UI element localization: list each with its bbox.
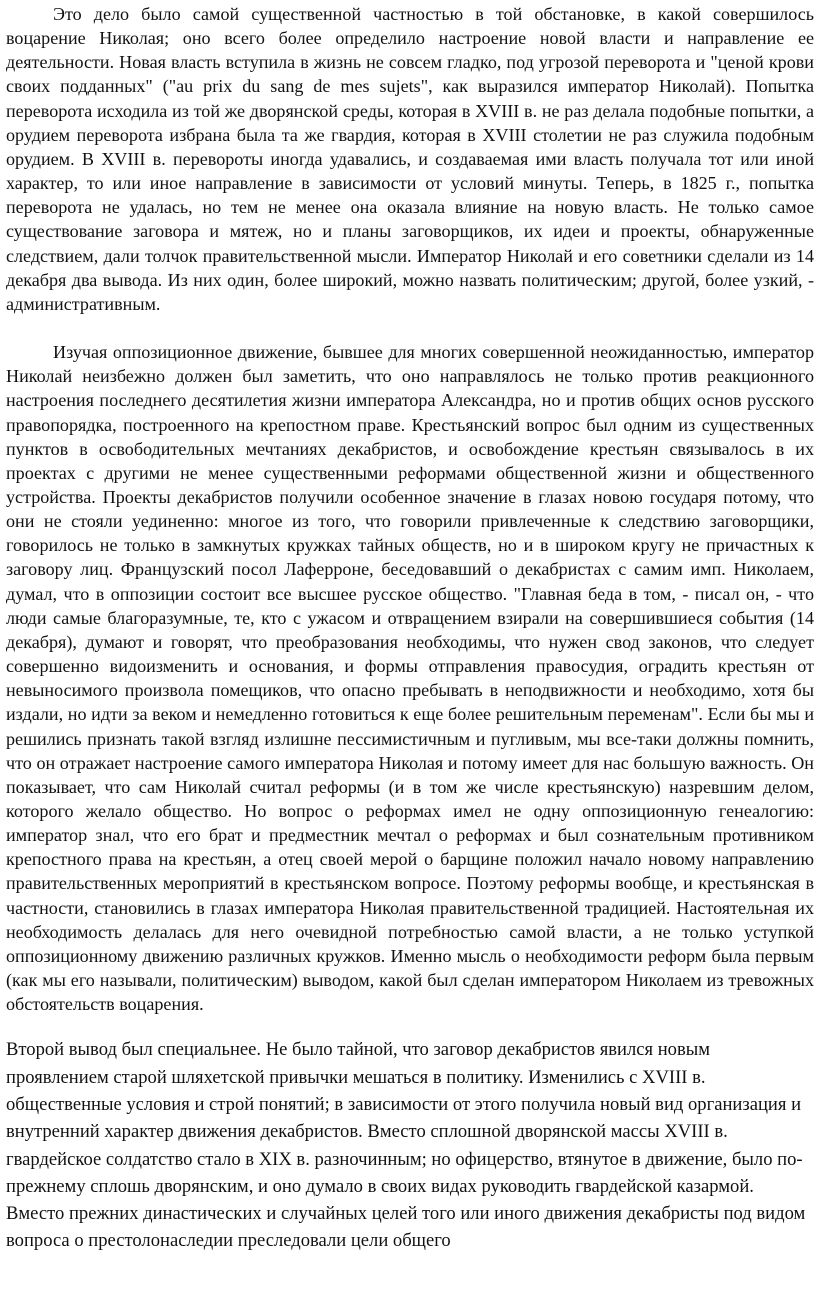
paragraph-3: Второй вывод был специальнее. Не было тайной, что заговор декабристов явился новым проявлением старой шляхетской привычки мешаться в политику. Изменились с XVIII в. общественные условия и строй понятий; в зависимости от этого получила новый вид организация и внутренний характер движения декабристов. Вместо сплошной дворянской массы XVIII в. гвардейское солдатство стало в XIX в. разночинным; но офицерство, втянутое в движение, было по-прежнему сплошь дворянским, и оно думало в своих видах руководить гвардейской казармой. Вместо прежних династических и случайных целей того или иного движения декабристы под видом вопроса о престолонаследии преследовали цели общего — [6, 1039, 806, 1252]
paragraph-1: Это дело было самой существенной частностью в той обстановке, в какой совершилось воцарение Николая; оно всего более определило настроение новой власти и направление ее деятельности. Новая власть вступила в жизнь не совсем гладко, под угрозой переворота и "ценой крови своих подданных" ("au prix du sang de mes sujets", как выразился император Николай). Попытка переворота исходила из той же дворянской среды, которая в XVIII в. не раз делала подобные попытки, а орудием переворота избрана была та же гвардия, которая в XVIII столетии не раз служила подобным орудием. В XVIII в. перевороты иногда удавались, и создаваемая ими власть получала тот или иной характер, то или иное направление в зависимости от условий минуты. Теперь, в 1825 г., попытка переворота не удалась, но тем не менее она оказала влияние на новую власть. Не только самое существование заговора и мятеж, но и планы заговорщиков, их идеи и проекты, обнаруженные следствием, дали толчок правительственной мысли. Император Николай и его советники сделали из 14 декабря два вывода. Из них один, более широкий, можно назвать политическим; другой, более узкий, - административным. — [6, 4, 814, 314]
paragraph-gap — [6, 1016, 814, 1036]
paragraph-2: Изучая оппозиционное движение, бывшее для многих совершенной неожиданностью, император Николай неизбежно должен был заметить, что оно направлялось не только против реакционного настроения последнего десятилетия жизни императора Александра, но и против общих основ русского правопорядка, построенного на крепостном праве. Крестьянский вопрос был одним из существенных пунктов в освободительных мечтаниях декабристов, и освобождение крестьян связывалось в их проектах с другими не менее существенными реформами общественной жизни и общественного устройства. Проекты декабристов получили особенное значение в глазах новою государя потому, что они не стояли уединенно: многое из того, что говорили привлеченные к следствию заговорщики, говорилось не только в замкнутых кружках тайных обществ, но и в широком кругу не причастных к заговору лиц. Французский посол Лаферроне, беседовавший о декабристах с самим имп. Николаем, думал, что в оппозиции состоит все высшее русское общество. "Главная беда в том, - писал он, - что люди самые благоразумные, те, кто с ужасом и отвращением взирали на совершившиеся события (14 декабря), думают и говорят, что преобразования необходимы, что нужен свод законов, что следует совершенно видоизменить и основания, и формы отправления правосудия, оградить крестьян от невыносимого произвола помещиков, что опасно пребывать в неподвижности и необходимо, хотя бы издали, но идти за веком и немедленно готовиться к еще более решительным переменам". Если бы мы и решились признать такой взгляд излишне пессимистичным и пугливым, мы все-таки должны помнить, что он отражает настроение самого императора Николая и потому имеет для нас большую важность. Он показывает, что сам Николай считал реформы (и в том же числе крестьянскую) назревшим делом, которого желало общество. Но вопрос о реформах имел не одну оппозиционную генеалогию: император знал, что его брат и предместник мечтал о реформах и был сознательным противником крепостного права на крестьян, а отец своей мерой о барщине положил начало новому направлению правительственных мероприятий в крестьянском вопросе. Поэтому реформы вообще, и крестьянская в частности, становились в глазах императора Николая правительственной традицией. Настоятельная их необходимость делалась для него очевидной потребностью самой власти, а не только уступкой оппозиционному движению различных кружков. Именно мысль о необходимости реформ была первым (как мы его называли, политическим) выводом, какой был сделан императором Николаем из тревожных обстоятельств воцарения. — [6, 342, 814, 1015]
paragraph-gap — [6, 316, 814, 340]
